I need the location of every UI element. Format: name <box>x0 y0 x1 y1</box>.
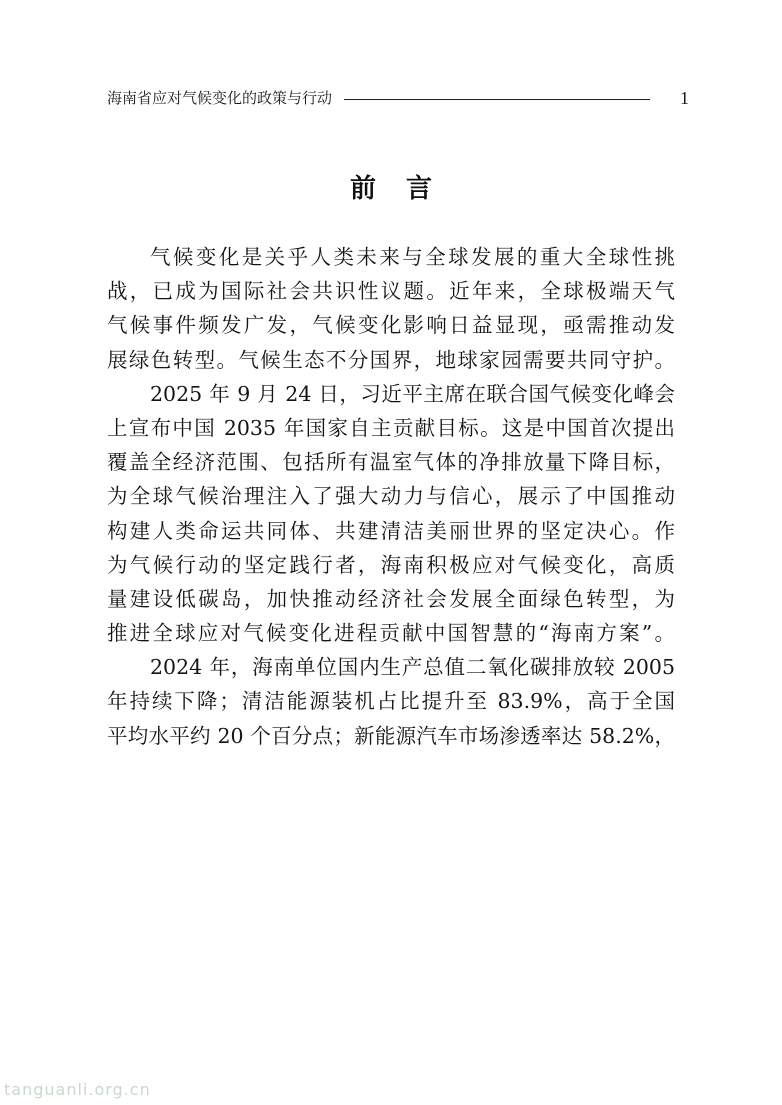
text-line: 构建人类命运共同体、共建清洁美丽世界的坚定决心。作 <box>107 518 675 543</box>
running-header-title: 海南省应对气候变化的政策与行动 <box>107 89 333 107</box>
text-line: 展绿色转型。气候生态不分国界，地球家园需要共同守护。 <box>107 347 675 372</box>
watermark: tanguanli.org.cn <box>4 1080 151 1099</box>
text-line: 2024 年，海南单位国内生产总值二氧化碳排放较 2005 <box>150 655 675 680</box>
text-line: 上宣布中国 2035 年国家自主贡献目标。这是中国首次提出 <box>107 415 675 440</box>
text-line: 气候变化是关乎人类未来与全球发展的重大全球性挑 <box>150 245 675 269</box>
text-line: 覆盖全经济范围、包括所有温室气体的净排放量下降目标， <box>107 450 675 475</box>
paragraph-1 <box>107 240 675 377</box>
text-line: 平均水平约 20 个百分点；新能源汽车市场渗透率达 58.2%， <box>107 723 675 748</box>
text-line: 量建设低碳岛，加快推动经济社会发展全面绿色转型，为 <box>107 586 675 611</box>
text-line: 为气候行动的坚定践行者，海南积极应对气候变化，高质 <box>107 552 675 577</box>
body-text <box>107 240 675 753</box>
running-header <box>107 86 689 110</box>
text-line: 战，已成为国际社会共识性议题。近年来，全球极端天气 <box>107 279 675 304</box>
paragraph-3 <box>107 650 675 753</box>
text-line: 气候事件频发广发，气候变化影响日益显现，亟需推动发 <box>107 313 675 338</box>
text-line: 为全球气候治理注入了强大动力与信心，展示了中国推动 <box>107 484 675 509</box>
paragraph-2 <box>107 377 675 651</box>
text-line: 推进全球应对气候变化进程贡献中国智慧的“海南方案”。 <box>107 621 675 646</box>
header-rule <box>344 99 650 100</box>
text-line: 2025 年 9 月 24 日，习近平主席在联合国气候变化峰会 <box>150 381 675 406</box>
text-line: 年持续下降；清洁能源装机占比提升至 83.9%，高于全国 <box>107 689 675 714</box>
page-number: 1 <box>680 88 689 108</box>
page-title: 前言 <box>349 174 462 204</box>
